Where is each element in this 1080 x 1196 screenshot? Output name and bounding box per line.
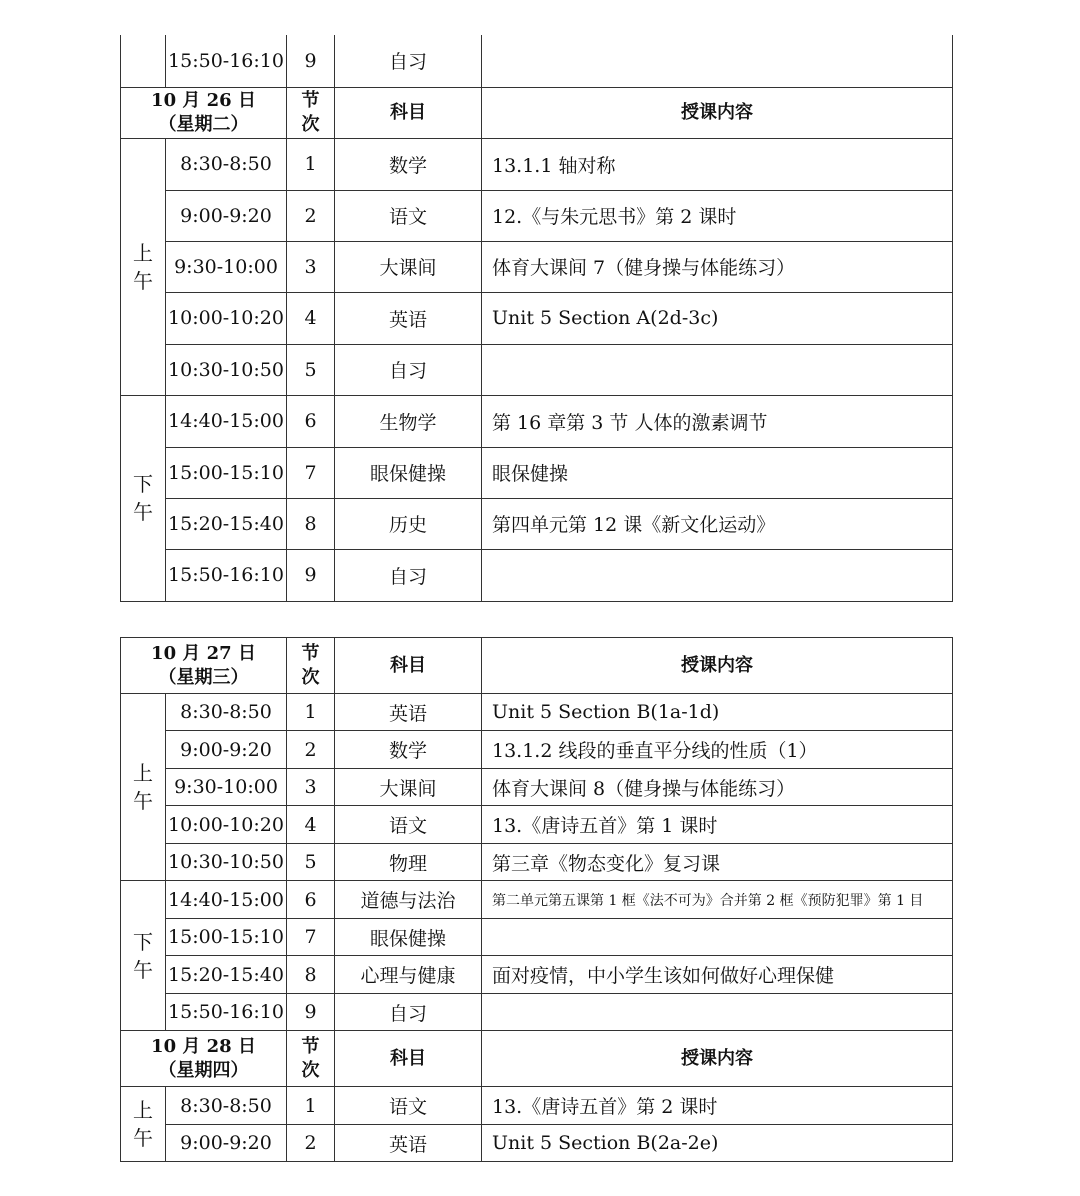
subject-cell: 眼保健操 xyxy=(335,919,482,956)
table-row xyxy=(121,498,953,549)
subject-cell: 自习 xyxy=(335,994,482,1031)
time-cell: 15:00-15:10 xyxy=(166,919,287,956)
table-row xyxy=(121,344,953,395)
content-cell: Unit 5 Section A(2d-3c) xyxy=(482,292,953,344)
period-number-cell: 3 xyxy=(287,769,335,806)
weekday-label: （星期三） xyxy=(158,666,249,688)
table-row xyxy=(121,806,953,844)
table-header-row xyxy=(121,1031,953,1087)
time-cell: 14:40-15:00 xyxy=(166,881,287,919)
date-label: 10 月 28 日 xyxy=(151,1035,256,1057)
time-cell: 15:20-15:40 xyxy=(166,498,287,549)
content-cell: 第四单元第 12 课《新文化运动》 xyxy=(482,498,953,549)
content-cell: 12.《与朱元思书》第 2 课时 xyxy=(482,190,953,241)
content-header: 授课内容 xyxy=(482,1031,953,1087)
content-cell: 第三章《物态变化》复习课 xyxy=(482,844,953,881)
content-cell: 第 16 章第 3 节 人体的激素调节 xyxy=(482,395,953,447)
content-cell: 面对疫情，中小学生该如何做好心理保健 xyxy=(482,956,953,994)
content-cell xyxy=(482,549,953,601)
table-header-row xyxy=(121,638,953,694)
time-cell: 9:30-10:00 xyxy=(166,769,287,806)
period-number-cell: 7 xyxy=(287,447,335,498)
schedule-table-oct26 xyxy=(120,35,953,602)
subject-cell: 物理 xyxy=(335,844,482,881)
content-cell: 13.《唐诗五首》第 2 课时 xyxy=(482,1087,953,1125)
time-cell: 10:30-10:50 xyxy=(166,844,287,881)
table-row xyxy=(121,190,953,241)
period-number-cell: 1 xyxy=(287,1087,335,1125)
time-cell: 15:00-15:10 xyxy=(166,447,287,498)
period-number-cell: 8 xyxy=(287,956,335,994)
table-header-row xyxy=(121,87,953,138)
table-row xyxy=(121,138,953,190)
period-number-cell: 5 xyxy=(287,344,335,395)
period-cell xyxy=(121,35,166,87)
subject-cell: 语文 xyxy=(335,1087,482,1125)
subject-cell: 自习 xyxy=(335,344,482,395)
period-number-cell: 2 xyxy=(287,731,335,769)
time-cell: 9:00-9:20 xyxy=(166,190,287,241)
period-number-cell: 2 xyxy=(287,1125,335,1162)
content-cell: 体育大课间 7（健身操与体能练习） xyxy=(482,241,953,292)
table-row xyxy=(121,1125,953,1162)
period-number-cell: 1 xyxy=(287,138,335,190)
subject-header: 科目 xyxy=(335,1031,482,1087)
subject-cell: 语文 xyxy=(335,190,482,241)
pm-label: 下午 xyxy=(121,395,166,601)
subject-cell: 道德与法治 xyxy=(335,881,482,919)
content-cell: 13.1.2 线段的垂直平分线的性质（1） xyxy=(482,731,953,769)
subject-cell: 自习 xyxy=(335,35,482,87)
table-row xyxy=(121,549,953,601)
subject-cell: 大课间 xyxy=(335,769,482,806)
table-row xyxy=(121,1087,953,1125)
period-number-cell: 2 xyxy=(287,190,335,241)
content-cell: 第二单元第五课第 1 框《法不可为》合并第 2 框《预防犯罪》第 1 目 xyxy=(482,881,953,919)
date-label: 10 月 26 日 xyxy=(151,89,256,111)
table-row xyxy=(121,844,953,881)
content-cell xyxy=(482,994,953,1031)
time-cell: 8:30-8:50 xyxy=(166,694,287,731)
period-number-cell: 9 xyxy=(287,549,335,601)
period-number-cell: 7 xyxy=(287,919,335,956)
weekday-label: （星期二） xyxy=(158,113,249,135)
period-number-cell: 5 xyxy=(287,844,335,881)
period-number-header: 节次 xyxy=(287,638,335,694)
date-header xyxy=(121,87,287,138)
time-cell: 9:00-9:20 xyxy=(166,1125,287,1162)
period-number-cell: 1 xyxy=(287,694,335,731)
period-number-header: 节次 xyxy=(287,87,335,138)
time-cell: 9:30-10:00 xyxy=(166,241,287,292)
table-row xyxy=(121,395,953,447)
period-number-cell: 8 xyxy=(287,498,335,549)
subject-cell: 眼保健操 xyxy=(335,447,482,498)
content-cell xyxy=(482,344,953,395)
subject-cell: 数学 xyxy=(335,731,482,769)
time-cell: 14:40-15:00 xyxy=(166,395,287,447)
content-cell: 13.《唐诗五首》第 1 课时 xyxy=(482,806,953,844)
subject-header: 科目 xyxy=(335,638,482,694)
subject-cell: 大课间 xyxy=(335,241,482,292)
time-cell: 8:30-8:50 xyxy=(166,1087,287,1125)
content-cell: Unit 5 Section B(1a-1d) xyxy=(482,694,953,731)
content-cell: Unit 5 Section B(2a-2e) xyxy=(482,1125,953,1162)
am-label: 上午 xyxy=(121,138,166,395)
weekday-label: （星期四） xyxy=(158,1059,249,1081)
table-row xyxy=(121,694,953,731)
content-cell: 眼保健操 xyxy=(482,447,953,498)
table-row xyxy=(121,241,953,292)
time-cell: 15:50-16:10 xyxy=(166,994,287,1031)
date-header xyxy=(121,1031,287,1087)
date-label: 10 月 27 日 xyxy=(151,642,256,664)
content-cell: 体育大课间 8（健身操与体能练习） xyxy=(482,769,953,806)
table-row xyxy=(121,447,953,498)
time-cell: 8:30-8:50 xyxy=(166,138,287,190)
table-row xyxy=(121,994,953,1031)
table-row xyxy=(121,769,953,806)
time-cell: 15:50-16:10 xyxy=(166,549,287,601)
am-label: 上午 xyxy=(121,694,166,881)
subject-cell: 英语 xyxy=(335,1125,482,1162)
subject-cell: 生物学 xyxy=(335,395,482,447)
subject-cell: 英语 xyxy=(335,694,482,731)
subject-cell: 自习 xyxy=(335,549,482,601)
subject-header: 科目 xyxy=(335,87,482,138)
period-number-header: 节次 xyxy=(287,1031,335,1087)
period-number-cell: 4 xyxy=(287,292,335,344)
period-number-cell: 4 xyxy=(287,806,335,844)
period-number-cell: 9 xyxy=(287,994,335,1031)
time-cell: 9:00-9:20 xyxy=(166,731,287,769)
subject-cell: 语文 xyxy=(335,806,482,844)
period-number-cell: 6 xyxy=(287,395,335,447)
subject-cell: 英语 xyxy=(335,292,482,344)
subject-cell: 心理与健康 xyxy=(335,956,482,994)
time-cell: 10:00-10:20 xyxy=(166,806,287,844)
content-cell: 13.1.1 轴对称 xyxy=(482,138,953,190)
period-number-cell: 6 xyxy=(287,881,335,919)
time-cell: 10:30-10:50 xyxy=(166,344,287,395)
period-number-cell: 9 xyxy=(287,35,335,87)
content-cell xyxy=(482,35,953,87)
subject-cell: 数学 xyxy=(335,138,482,190)
table-row xyxy=(121,881,953,919)
table-row xyxy=(121,919,953,956)
content-header: 授课内容 xyxy=(482,638,953,694)
subject-cell: 历史 xyxy=(335,498,482,549)
table-row xyxy=(121,731,953,769)
time-cell: 15:20-15:40 xyxy=(166,956,287,994)
schedule-table-oct27-28 xyxy=(120,637,953,1162)
content-cell xyxy=(482,919,953,956)
content-header: 授课内容 xyxy=(482,87,953,138)
period-number-cell: 3 xyxy=(287,241,335,292)
table-row xyxy=(121,292,953,344)
time-cell: 10:00-10:20 xyxy=(166,292,287,344)
am-label: 上午 xyxy=(121,1087,166,1162)
table-row xyxy=(121,956,953,994)
date-header xyxy=(121,638,287,694)
pm-label: 下午 xyxy=(121,881,166,1031)
table-row xyxy=(121,35,953,87)
time-cell: 15:50-16:10 xyxy=(166,35,287,87)
